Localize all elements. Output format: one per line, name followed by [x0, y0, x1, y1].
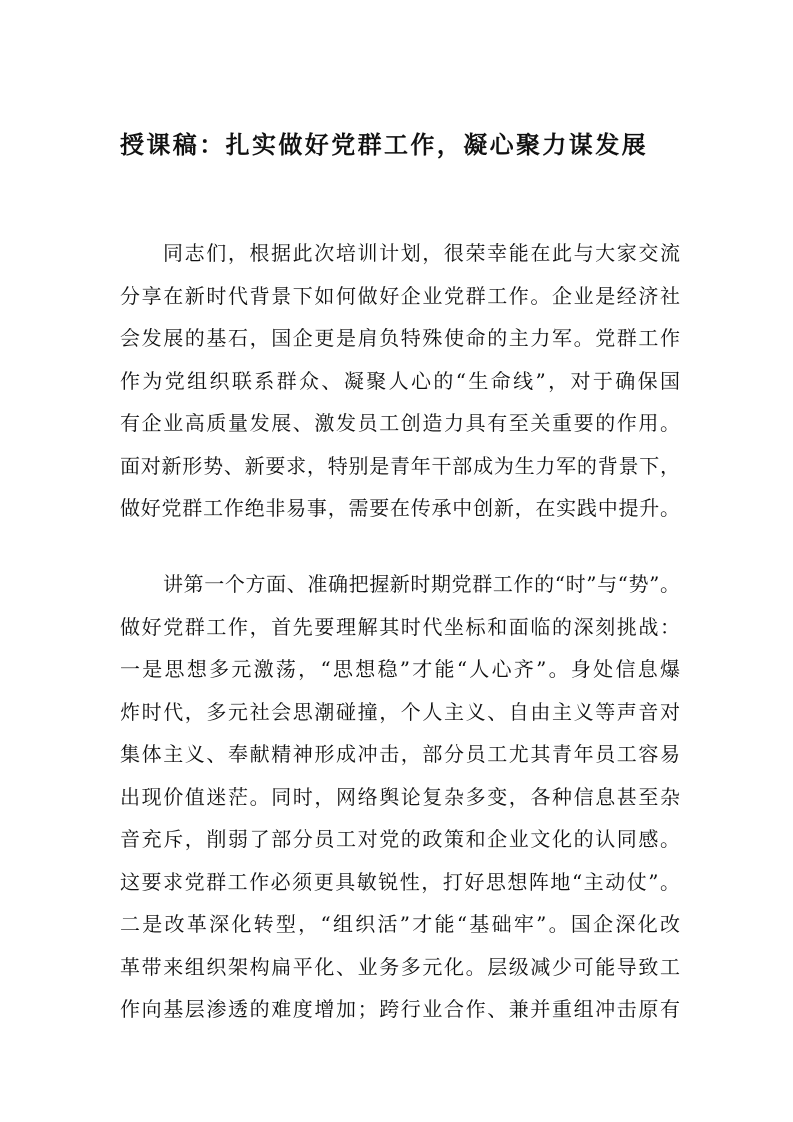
text-line: 作为党组织联系群众、凝聚人心的“生命线”，对于确保国: [120, 368, 680, 393]
document-title: 授课稿：扎实做好党群工作，凝心聚力谋发展: [120, 130, 648, 159]
text-line: 一是思想多元激荡，“思想稳”才能“人心齐”。身处信息爆: [120, 657, 680, 681]
text-line: 面对新形势、新要求，特别是青年干部成为生力军的背景下，: [120, 453, 680, 478]
text-line: 做好党群工作绝非易事，需要在传承中创新，在实践中提升。: [120, 496, 680, 520]
text-line: 革带来组织架构扁平化、业务多元化。层级减少可能导致工: [120, 954, 680, 979]
text-line: 音充斥，削弱了部分员工对党的政策和企业文化的认同感。: [120, 827, 680, 851]
text-line: 炸时代，多元社会思潮碰撞，个人主义、自由主义等声音对: [120, 699, 680, 724]
paragraph-intro: [120, 232, 680, 530]
text-line: 作向基层渗透的难度增加；跨行业合作、兼并重组冲击原有: [120, 997, 680, 1021]
text-line: 这要求党群工作必须更具敏锐性，打好思想阵地“主动仗”。: [120, 869, 680, 894]
text-line: 做好党群工作，首先要理解其时代坐标和面临的深刻挑战：: [120, 614, 680, 639]
text-line: 会发展的基石，国企更是肩负特殊使命的主力军。党群工作: [120, 326, 680, 350]
text-line: 分享在新时代背景下如何做好企业党群工作。企业是经济社: [120, 283, 680, 308]
text-line: 集体主义、奉献精神形成冲击，部分员工尤其青年员工容易: [120, 742, 680, 766]
text-line: 同志们，根据此次培训计划，很荣幸能在此与大家交流: [163, 241, 680, 265]
paragraph-section-one: [120, 563, 680, 1031]
text-line: 讲第一个方面、准确把握新时期党群工作的“时”与“势”。: [163, 572, 680, 596]
text-line: 有企业高质量发展、激发员工创造力具有至关重要的作用。: [120, 411, 680, 435]
text-line: 出现价值迷茫。同时，网络舆论复杂多变，各种信息甚至杂: [120, 784, 680, 809]
text-line: 二是改革深化转型，“组织活”才能“基础牢”。国企深化改: [120, 912, 680, 936]
